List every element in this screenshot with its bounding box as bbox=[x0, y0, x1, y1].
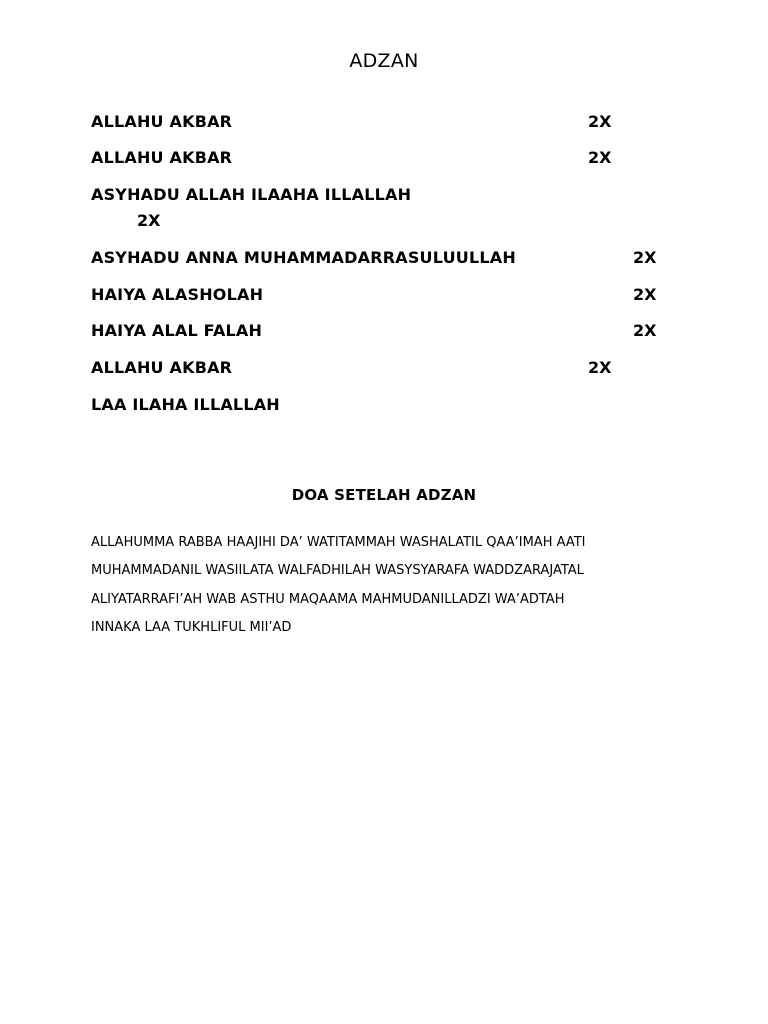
adzan-line-count: 2X bbox=[633, 285, 657, 304]
adzan-line-count: 2X bbox=[588, 358, 612, 377]
adzan-line: LAA ILAHA ILLALLAH bbox=[91, 395, 280, 414]
adzan-line: ALLAHU AKBAR bbox=[91, 112, 233, 131]
doa-line: ALIYATARRAFI’AH WAB ASTHU MAQAAMA MAHMUDANILLADZI WA’ADTAH bbox=[91, 592, 565, 607]
adzan-line-count: 2X bbox=[588, 148, 612, 167]
adzan-line-count: 2X bbox=[633, 321, 657, 340]
adzan-line-count: 2X bbox=[588, 112, 612, 131]
doa-line: ALLAHUMMA RABBA HAAJIHI DA’ WATITAMMAH WASHALATIL QAA’IMAH AATI bbox=[91, 535, 586, 550]
adzan-line: ASYHADU ALLAH ILAAHA ILLALLAH bbox=[91, 185, 412, 204]
doa-line: MUHAMMADANIL WASIILATA WALFADHILAH WASYSYARAFA WADDZARAJATAL bbox=[91, 563, 584, 578]
page-title: ADZAN bbox=[349, 50, 419, 72]
adzan-line: ALLAHU AKBAR bbox=[91, 148, 233, 167]
doa-line: INNAKA LAA TUKHLIFUL MII’AD bbox=[91, 620, 292, 635]
adzan-line: HAIYA ALAL FALAH bbox=[91, 321, 263, 340]
doa-title: DOA SETELAH ADZAN bbox=[291, 486, 477, 504]
adzan-line-count: 2X bbox=[633, 248, 657, 267]
adzan-line: HAIYA ALASHOLAH bbox=[91, 285, 264, 304]
adzan-line-count: 2X bbox=[137, 211, 161, 230]
adzan-line: ALLAHU AKBAR bbox=[91, 358, 233, 377]
adzan-line: ASYHADU ANNA MUHAMMADARRASULUULLAH bbox=[91, 248, 516, 267]
